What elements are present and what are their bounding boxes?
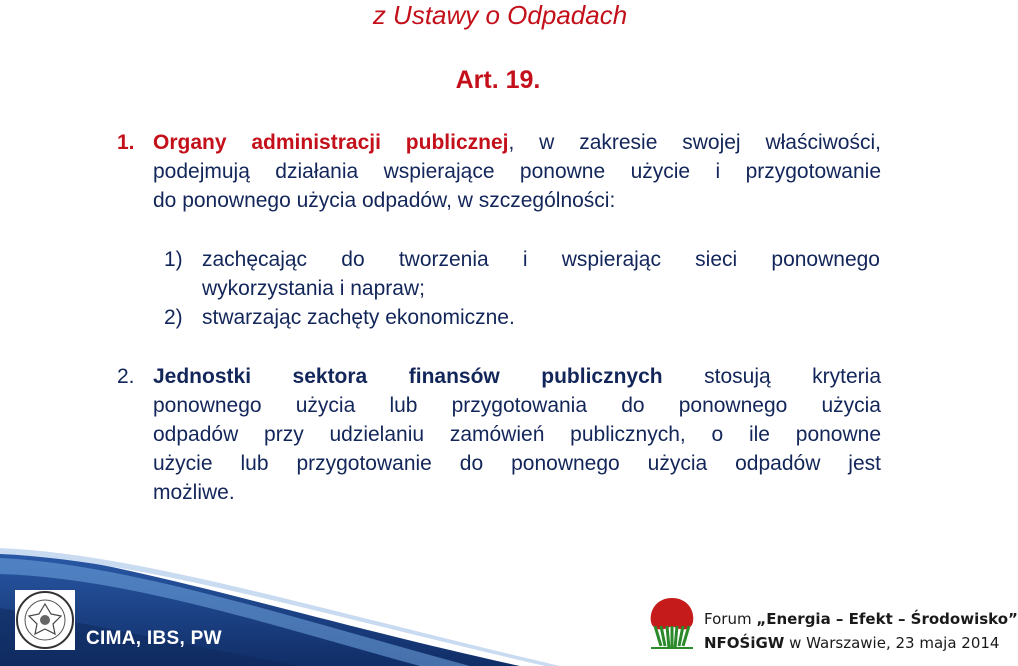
- university-seal-icon: [15, 590, 75, 650]
- list-item-number: 1): [164, 248, 183, 271]
- footer-authors: CIMA, IBS, PW: [86, 628, 222, 649]
- section-1-line1: , w zakresie swojej właściwości,: [508, 131, 881, 154]
- article-heading: Art. 19.: [455, 66, 541, 94]
- section-2-line5: możliwe.: [153, 481, 235, 504]
- section-1: [117, 128, 881, 215]
- list-item: [164, 303, 880, 332]
- forum-line: [704, 610, 1018, 628]
- section-2-line1: stosują kryteria: [704, 365, 882, 388]
- forum-org: NFOŚiGW: [704, 634, 785, 652]
- list-item-line1: stwarzając zachęty ekonomiczne.: [202, 306, 515, 329]
- section-1-line3: do ponownego użycia odpadów, w szczególności:: [153, 189, 616, 212]
- list-item: [164, 245, 880, 303]
- forum-place-line: [704, 634, 999, 652]
- forum-name: „Energia – Efekt – Środowisko”: [756, 610, 1018, 628]
- section-2-lead: Jednostki sektora finansów publicznych: [153, 365, 663, 388]
- forum-place-date: w Warszawie, 23 maja 2014: [789, 634, 1000, 652]
- section-2-number: 2.: [117, 365, 135, 388]
- section-1-line2: podejmują działania wspierające ponowne użycie i przygotowanie: [153, 160, 881, 183]
- list-item-number: 2): [164, 306, 183, 329]
- forum-prefix: Forum: [704, 610, 752, 628]
- section-1-number: 1.: [117, 131, 135, 154]
- section-2: [117, 362, 882, 507]
- section-2-line2: ponownego użycia lub przygotowania do ponownego użycia: [153, 394, 881, 417]
- document-title: z Ustawy o Odpadach: [372, 0, 628, 30]
- list-item-line2: wykorzystania i napraw;: [202, 277, 425, 300]
- list-item-line1: zachęcając do tworzenia i wspierając sieci ponownego: [202, 248, 880, 271]
- nfosigw-logo-icon: [647, 596, 697, 652]
- section-2-line3: odpadów przy udzielaniu zamówień publicznych, o ile ponowne: [153, 423, 881, 446]
- section-1-lead: Organy administracji publicznej: [153, 131, 509, 154]
- section-2-line4: użycie lub przygotowanie do ponownego użycia odpadów jest: [153, 452, 881, 475]
